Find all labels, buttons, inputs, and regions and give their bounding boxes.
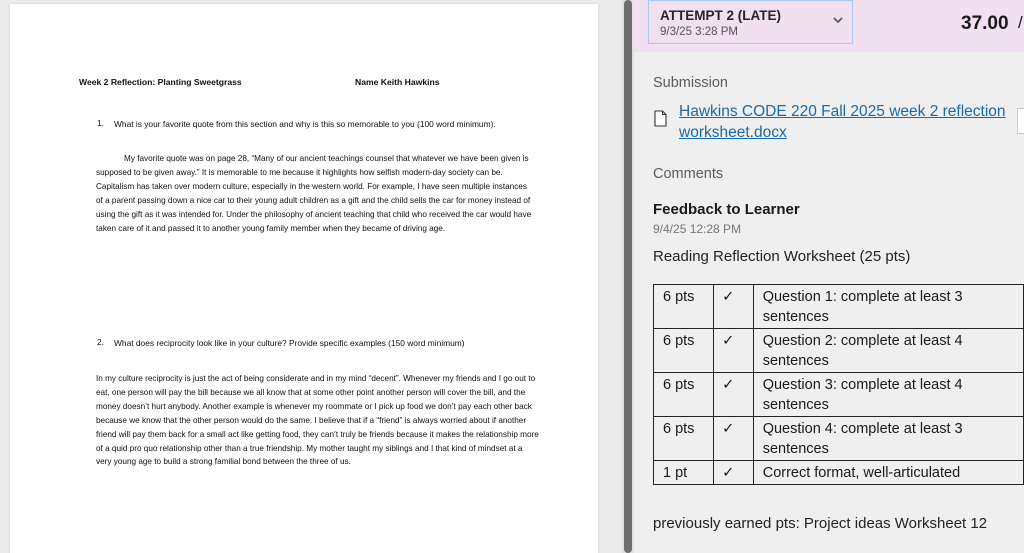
answer-2-text: In my culture reciprocity is just the act of being considerate and in my mind “decent”. Whenever my friends and I go out to eat, one person will pay the bill because we all know that at some other point another person will cover the bill, and the money doesn’t hurt anybody. Another example is whenever my roommate or I pick up food we don’t pay each other back because we know that the other person would do the same. I believe that if a “friend” is always worried about if another friend will pay them back for a small act like getting food, they can’t truly be friends because it makes the relationship more of a quid pro quo relationship other than a true friendship. My mother taught my siblings and I that kind of mindset at a very young age to build a strong familial bond between the three of us. [96,374,539,467]
rubric-row [654,461,1024,485]
rubric-description: Question 4: complete at least 3 sentences [753,417,1023,461]
rubric-row [654,329,1024,373]
question-1-text: What is your favorite quote from this section and why is this so memorable to you (100 word minimum). [114,119,496,129]
worksheet-title: Reading Reflection Worksheet (25 pts) [653,248,911,265]
check-icon: ✓ [714,329,754,373]
chevron-down-icon [832,15,844,25]
student-name: Name Keith Hawkins [355,77,440,87]
document-scrollbar[interactable] [624,0,632,553]
check-icon: ✓ [714,285,754,329]
check-icon: ✓ [714,461,754,485]
attempt-title: ATTEMPT 2 (LATE) [660,8,781,23]
document-page [10,4,598,553]
submission-label: Submission [653,75,728,91]
attempt-date: 9/3/25 3:28 PM [660,26,738,38]
rubric-description: Question 2: complete at least 4 sentences [753,329,1023,373]
rubric-points: 1 pt [654,461,714,485]
question-2-number: 2. [97,337,104,347]
grade-slash: / [1018,13,1023,32]
rubric-table [653,284,1024,485]
answer-1-text: My favorite quote was on page 28, “Many of our ancient teachings counsel that whatever we have been given is supposed to be given away.” It is memorable to me because it highlights how selfish modern-day society can be. Capitalism has taken over modern culture, especially in the western world. For example, I have seen multiple instances of a parent passing down a nice car to their young adult children as a gift and the child sells the car for money instead of using the gift as it was intended for. Under the philosophy of ancient teaching that child who received the car would have taken care of it and passed it to another young family member when they became of driving age. [96,154,532,233]
feedback-title: Feedback to Learner [653,201,800,218]
previously-earned-text: previously earned pts: Project ideas Worksheet 12 [653,515,988,532]
document-icon [654,110,667,127]
document-title: Week 2 Reflection: Planting Sweetgrass [79,77,242,87]
check-icon: ✓ [714,417,754,461]
feedback-date: 9/4/25 12:28 PM [653,222,742,236]
submission-file-link[interactable]: Hawkins CODE 220 Fall 2025 week 2 reflection worksheet.docx [679,103,1006,141]
question-2-text: What does reciprocity look like in your culture? Provide specific examples (150 word minimum) [114,338,465,348]
comments-label: Comments [653,166,724,182]
rubric-description: Correct format, well-articulated [753,461,1023,485]
check-icon: ✓ [714,373,754,417]
rubric-description: Question 1: complete at least 3 sentences [753,285,1023,329]
grading-panel [634,0,1024,553]
file-options-button[interactable] [1017,108,1024,134]
rubric-row [654,285,1024,329]
rubric-points: 6 pts [654,373,714,417]
rubric-points: 6 pts [654,285,714,329]
rubric-points: 6 pts [654,329,714,373]
rubric-row [654,373,1024,417]
rubric-row [654,417,1024,461]
question-1-number: 1. [97,118,104,128]
attempt-selector[interactable] [648,0,853,44]
rubric-points: 6 pts [654,417,714,461]
grade-value[interactable]: 37.00 [961,13,1009,34]
rubric-description: Question 3: complete at least 4 sentences [753,373,1023,417]
